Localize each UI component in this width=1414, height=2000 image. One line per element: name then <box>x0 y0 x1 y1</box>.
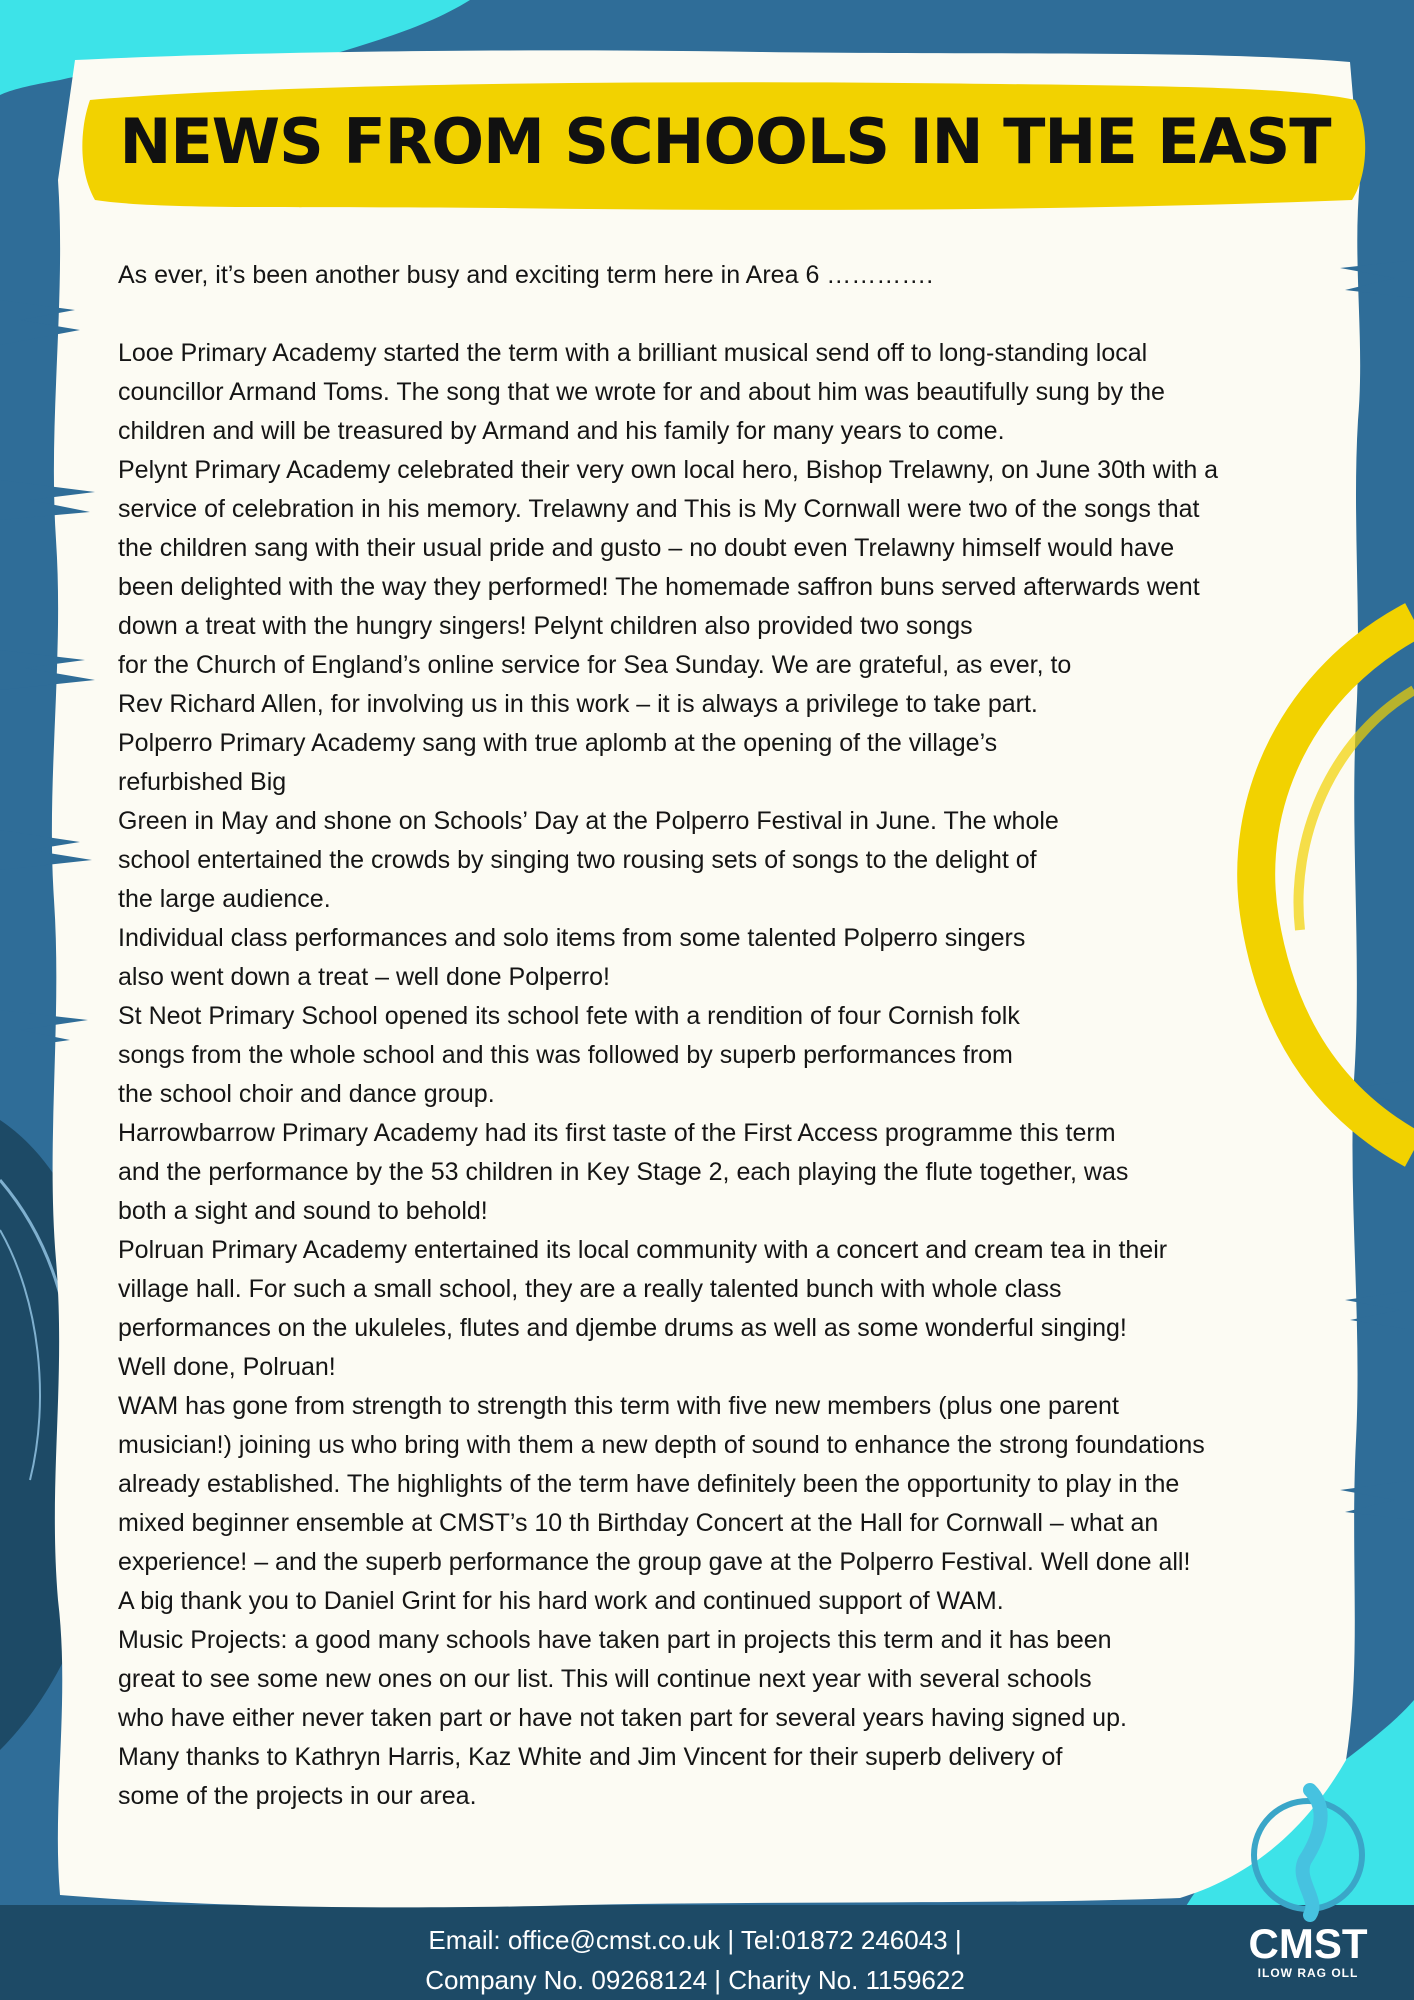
article-line: refurbished Big <box>118 768 287 796</box>
article-line: Individual class performances and solo items from some talented Polperro singers <box>118 924 1026 952</box>
article-line: WAM has gone from strength to strength this term with five new members (plus one parent <box>118 1392 1119 1420</box>
intro-paragraph: As ever, it’s been another busy and exciting term here in Area 6 …………. <box>118 261 934 289</box>
footer-line-1: Email: office@cmst.co.uk | Tel:01872 246043 | <box>428 1925 962 1955</box>
article-line: the large audience. <box>118 885 331 913</box>
article-line: Pelynt Primary Academy celebrated their very own local hero, Bishop Trelawny, on June 30th with a <box>118 456 1219 484</box>
logo-tagline: ILOW RAG OLL <box>1257 1966 1359 1980</box>
article-line: and the performance by the 53 children in Key Stage 2, each playing the flute together, was <box>118 1158 1129 1186</box>
article-line: children and will be treasured by Armand and his family for many years to come. <box>118 417 1005 445</box>
footer-line-2: Company No. 09268124 | Charity No. 1159622 <box>425 1965 965 1995</box>
article-lines <box>118 334 1346 1816</box>
article-line: experience! – and the superb performance the group gave at the Polperro Festival. Well done all! <box>118 1548 1191 1576</box>
article-line: musician!) joining us who bring with them a new depth of sound to enhance the strong foundations <box>118 1431 1205 1459</box>
article-line: Music Projects: a good many schools have taken part in projects this term and it has been <box>118 1626 1112 1654</box>
article-line: Polruan Primary Academy entertained its local community with a concert and cream tea in their <box>118 1236 1168 1264</box>
article-line: great to see some new ones on our list. This will continue next year with several schools <box>118 1665 1092 1693</box>
article-line: Harrowbarrow Primary Academy had its first taste of the First Access programme this term <box>118 1119 1116 1147</box>
article-line: for the Church of England’s online service for Sea Sunday. We are grateful, as ever, to <box>118 651 1072 679</box>
article-line: songs from the whole school and this was followed by superb performances from <box>118 1041 1013 1069</box>
article-line: down a treat with the hungry singers! Pelynt children also provided two songs <box>118 612 973 640</box>
page-title: NEWS FROM SCHOOLS IN THE EAST <box>119 105 1331 178</box>
article-line: also went down a treat – well done Polperro! <box>118 963 610 991</box>
article-line: councillor Armand Toms. The song that we wrote for and about him was beautifully sung by the <box>118 378 1165 406</box>
article-line: been delighted with the way they performed! The homemade saffron buns served afterwards went <box>118 573 1200 601</box>
article-line: Looe Primary Academy started the term with a brilliant musical send off to long-standing local <box>118 339 1148 367</box>
article-line: St Neot Primary School opened its school fete with a rendition of four Cornish folk <box>118 1002 1020 1030</box>
article-line: performances on the ukuleles, flutes and djembe drums as well as some wonderful singing! <box>118 1314 1127 1342</box>
article-line: Many thanks to Kathryn Harris, Kaz White and Jim Vincent for their superb delivery of <box>118 1743 1063 1771</box>
article-line: village hall. For such a small school, they are a really talented bunch with whole class <box>118 1275 1062 1303</box>
article-line: mixed beginner ensemble at CMST’s 10 th Birthday Concert at the Hall for Cornwall – what an <box>118 1509 1159 1537</box>
article-line: Polperro Primary Academy sang with true aplomb at the opening of the village’s <box>118 729 998 757</box>
article-line: who have either never taken part or have not taken part for several years having signed up. <box>118 1704 1127 1732</box>
article-line: the school choir and dance group. <box>118 1080 495 1108</box>
article-line: service of celebration in his memory. Trelawny and This is My Cornwall were two of the songs that <box>118 495 1200 523</box>
logo-name: CMST <box>1248 1920 1368 1967</box>
article-line: the children sang with their usual pride and gusto – no doubt even Trelawny himself would have <box>118 534 1175 562</box>
footer-contact <box>0 1920 1414 2000</box>
article-line: already established. The highlights of the term have definitely been the opportunity to play in the <box>118 1470 1180 1498</box>
article-line: school entertained the crowds by singing two rousing sets of songs to the delight of <box>118 846 1037 874</box>
article-line: Green in May and shone on Schools’ Day at the Polperro Festival in June. The whole <box>118 807 1059 835</box>
article-line: Rev Richard Allen, for involving us in this work – it is always a privilege to take part. <box>118 690 1038 718</box>
article-line: A big thank you to Daniel Grint for his hard work and continued support of WAM. <box>118 1587 1004 1615</box>
article-line: Well done, Polruan! <box>118 1353 336 1381</box>
article-line: both a sight and sound to behold! <box>118 1197 488 1225</box>
article-line: some of the projects in our area. <box>118 1782 477 1810</box>
article-body <box>118 256 1346 1816</box>
